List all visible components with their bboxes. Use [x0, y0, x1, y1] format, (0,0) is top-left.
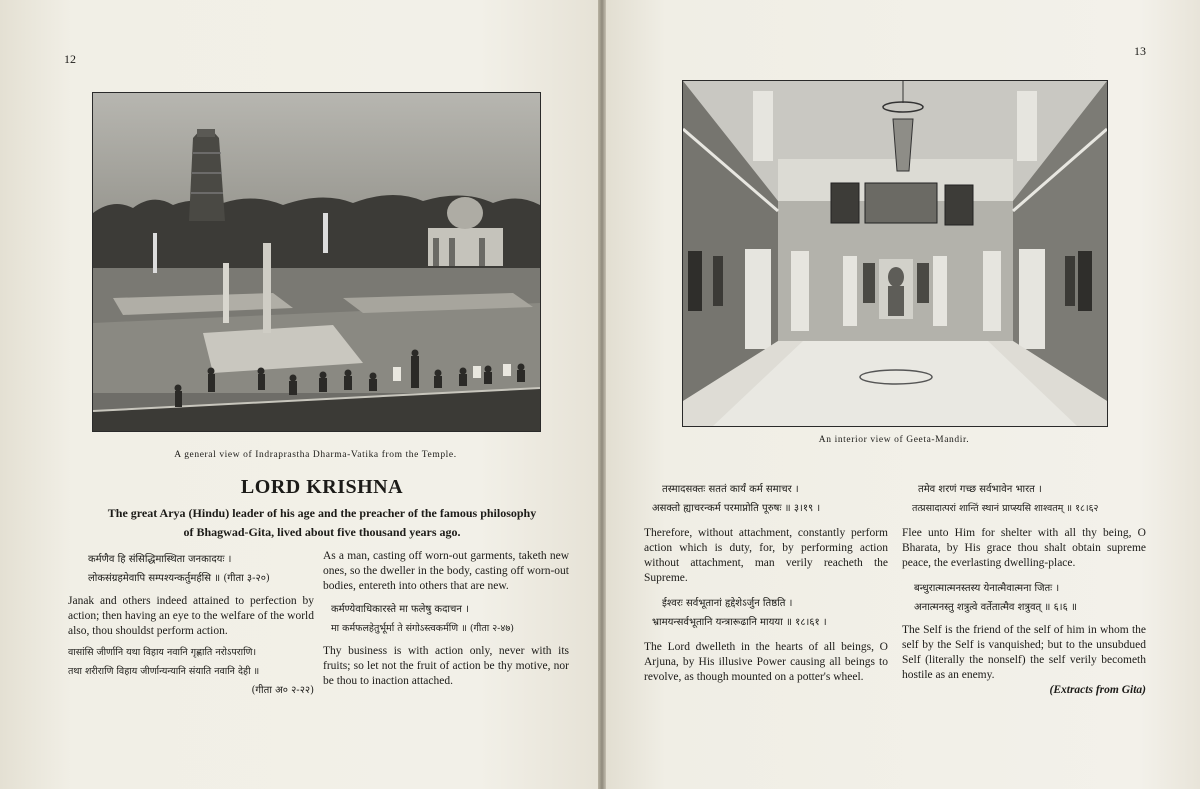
page-number: 12: [64, 52, 76, 66]
photo-caption: A general view of Indraprastha Dharma-Vatika from the Temple.: [174, 450, 457, 460]
sanskrit-verse: तमेव शरणं गच्छ सर्वभावेन भारत ।: [918, 484, 1042, 495]
sanskrit-verse: कर्मणैव हि संसिद्धिमास्थिता जनकादयः ।: [88, 554, 232, 565]
left-column-1: [68, 550, 314, 700]
dharma-vatika-photo: [92, 92, 541, 432]
sanskrit-verse: वासांसि जीर्णानि यथा विहाय नवानि गृह्णाति नरोऽपराणि।: [68, 647, 257, 658]
sanskrit-verse: तत्प्रसादात्परां शान्तिं स्थानं प्राप्स्यसि शाश्वतम् ॥ १८।६२: [912, 503, 1099, 514]
translation-paragraph: The Self is the friend of the self of him in whom the self by the Self is vanquished; but to the unsubdued Self (literally the nonself) the self verily becometh hostile as an enemy.: [902, 624, 1146, 681]
sanskrit-verse: बन्धुरात्मात्मनस्तस्य येनात्मैवात्मना जितः ।: [914, 583, 1060, 594]
sanskrit-verse: लोकसंग्रहमेवापि सम्पश्यन्कर्तुमर्हसि ॥ (गीता ३-२०): [88, 573, 270, 584]
right-page: [606, 0, 1200, 789]
sanskrit-verse: तथा शरीराणि विहाय जीर्णान्यन्यानि संयाति नवानि देही ॥: [68, 666, 260, 677]
sanskrit-verse: असक्तो ह्याचरन्कर्म परमाप्नोति पूरुषः ॥ ३।१९ ।: [652, 503, 821, 514]
sanskrit-verse: ईश्वरः सर्वभूतानां हृद्देशेऽर्जुन तिष्ठति ।: [662, 598, 793, 609]
translation-paragraph: Thy business is with action only, never with its fruits; so let not the fruit of action be thy motive, nor be thou to inaction attached.: [323, 645, 569, 687]
right-column-2: [902, 480, 1146, 698]
sanskrit-verse: मा कर्मफलहेतुर्भूर्मा ते संगोऽस्त्वकर्मणि ॥ (गीता २-४७): [331, 623, 514, 634]
verse-reference: (गीता अ० २-२२): [251, 685, 314, 696]
left-page: [0, 0, 598, 789]
translation-paragraph: Janak and others indeed attained to perfection by action; then having an eye to the welfare of the world also, thou shouldst perform action.: [68, 595, 314, 637]
page-title: LORD KRISHNA: [240, 476, 404, 498]
subtitle-line: The great Arya (Hindu) leader of his age and the preacher of the famous philosophy: [107, 506, 537, 520]
translation-paragraph: Therefore, without attachment, constantly perform action which is duty, for, by performing action without attachment, man verily reacheth the Supreme.: [644, 527, 888, 584]
sanskrit-verse: भ्रामयन्सर्वभूतानि यन्त्रारूढानि मायया ॥ १८।६१ ।: [652, 617, 827, 628]
photo-caption: An interior view of Geeta-Mandir.: [818, 435, 970, 445]
subtitle-line: of Bhagwad-Gita, lived about five thousand years ago.: [183, 525, 461, 539]
sanskrit-verse: कर्मण्येवाधिकारस्ते मा फलेषु कदाचन ।: [331, 604, 469, 615]
translation-paragraph: The Lord dwelleth in the hearts of all beings, O Arjuna, by His illusive Power causing all beings to revolve, as though mounted on a potter's wheel.: [644, 641, 888, 683]
subtitle: [72, 504, 572, 542]
sanskrit-verse: अनात्मनस्तु शत्रुत्वे वर्तेतात्मैव शत्रुवत् ॥ ६।६ ॥: [914, 602, 1077, 613]
source-note: (Extracts from Gita): [1049, 684, 1146, 696]
geeta-mandir-photo: [682, 80, 1108, 427]
page-number: 13: [1134, 44, 1146, 58]
right-column-1: [644, 480, 888, 685]
left-column-2: [323, 549, 569, 689]
sanskrit-verse: तस्मादसक्तः सततं कार्यं कर्म समाचर ।: [662, 484, 799, 495]
translation-paragraph: As a man, casting off worn-out garments, taketh new ones, so the dweller in the body, casting off worn-out bodies, entereth into others that are new.: [323, 550, 569, 592]
translation-paragraph: Flee unto Him for shelter with all thy being, O Bharata, by His grace thou shalt obtain supreme peace, the everlasting dwelling-place.: [902, 527, 1146, 569]
book-gutter: [598, 0, 606, 789]
